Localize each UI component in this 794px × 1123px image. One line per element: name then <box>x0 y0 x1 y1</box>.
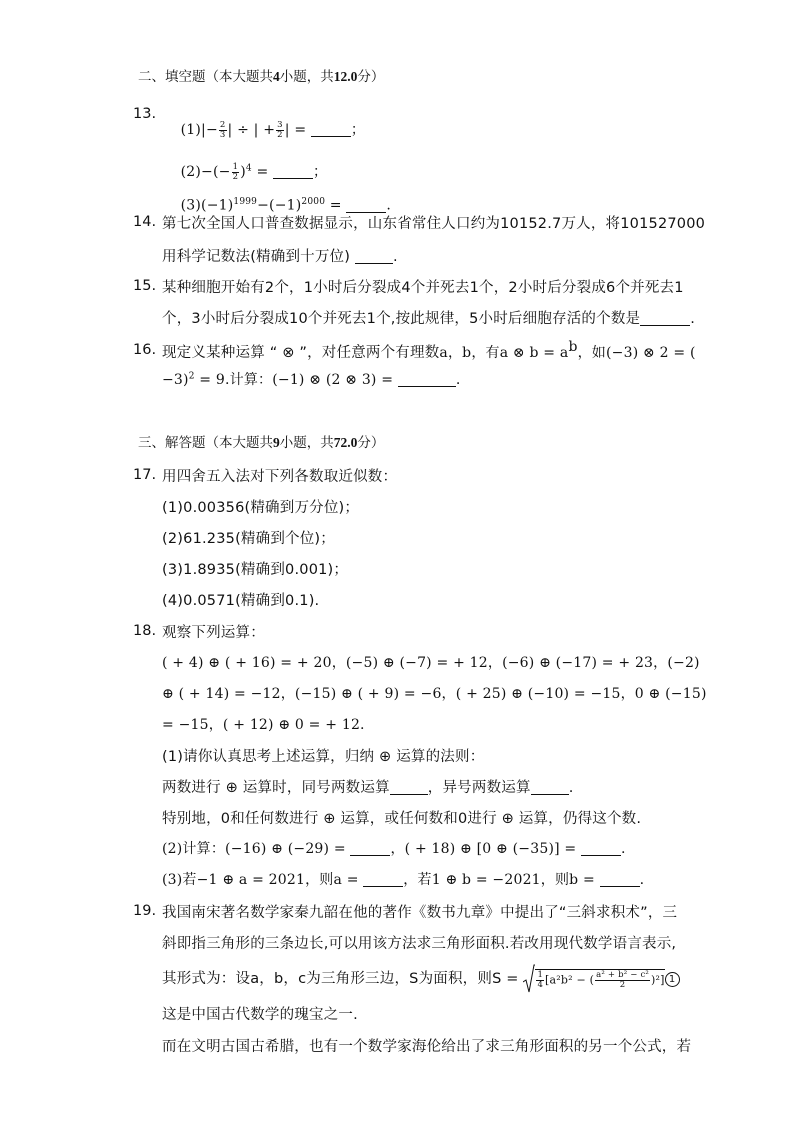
q19-line5: 而在文明古国古希腊，也有一个数学家海伦给出了求三角形面积的另一个公式，若 <box>162 1039 692 1055</box>
section-suffix: 分） <box>357 435 385 451</box>
exponent: 2000 <box>301 197 326 207</box>
section-heading-fill-in <box>138 65 384 85</box>
answer-blank[interactable] <box>600 885 640 887</box>
q19-text: 其形式为：设a，b，c为三角形三边，S为面积，则S = <box>162 971 524 987</box>
q17-item: (3)1.8935(精确到0.001)； <box>162 562 349 578</box>
fraction <box>595 971 650 990</box>
q18-part1b: 特别地，0和任何数进行 ⊕ 运算，或任何数和0进行 ⊕ 运算，仍得这个数. <box>162 811 642 827</box>
q13-text: . <box>386 197 392 214</box>
q18-text: ，异号两数运算 <box>427 780 531 796</box>
q14-line2 <box>162 245 398 266</box>
answer-blank[interactable] <box>581 854 621 856</box>
q19-line2: 斜即指三角形的三条边长,可以用该方法求三角形面积.若改用现代数学语言表示, <box>162 936 677 952</box>
section-prefix: 二、填空题（本大题共 <box>138 69 273 85</box>
q13-text: ； <box>350 122 366 138</box>
question-number: 14. <box>133 214 157 230</box>
q17-item: (2)61.235(精确到个位)； <box>162 531 335 547</box>
q18-text: . <box>621 841 626 857</box>
q16-line2 <box>162 369 460 389</box>
exponent: b <box>568 339 578 355</box>
section-mid: 小题，共 <box>279 435 334 451</box>
fraction-numerator: 1 <box>232 161 239 172</box>
fraction-denominator: 2 <box>277 129 283 140</box>
q15-text: 个，3小时后分裂成10个并死去1个,按此规律，5小时后细胞存活的个数是 <box>162 311 641 327</box>
q17-stem: 用四舍五入法对下列各数取近似数： <box>162 469 398 485</box>
q18-text: . <box>568 780 574 796</box>
answer-blank[interactable] <box>355 262 393 264</box>
q16-math: ，如(−3) ⊗ 2 = ( <box>577 344 696 361</box>
q18-text: (3)若−1 ⊕ a = 2021，则a = <box>162 872 364 888</box>
fraction-numerator: a² + b² − c² <box>596 969 650 980</box>
q18-part3 <box>162 869 644 889</box>
q14-text: . <box>392 249 398 265</box>
fraction-numerator: 3 <box>277 119 283 130</box>
q13-text: (3)(−1) <box>180 197 234 214</box>
exponent: 2 <box>188 371 195 382</box>
q17-item: (4)0.0571(精确到0.1). <box>162 593 320 609</box>
q13-text: = <box>251 164 274 180</box>
q18-text: (2)计算：(−16) ⊕ (−29) = <box>162 841 351 857</box>
answer-blank[interactable] <box>273 177 313 179</box>
q18-row: ⊕ ( + 14) = −12，(−15) ⊕ ( + 9) = −6，( + 25) ⊕ (−10) = −15，0 ⊕ (−15) <box>162 686 707 702</box>
q18-text: ，( + 18) ⊕ [0 ⊕ (−35)] = <box>390 841 581 857</box>
exponent: 1999 <box>233 197 258 207</box>
answer-blank[interactable] <box>311 135 351 137</box>
q13-text: ； <box>313 164 328 180</box>
q18-row: ( + 4) ⊕ ( + 16) = + 20，(−5) ⊕ (−7) = + 12，(−6) ⊕ (−17) = + 23，(−2) <box>162 655 700 671</box>
fraction <box>536 971 544 990</box>
q15-text: . <box>690 311 696 327</box>
q18-row: = −15，( + 12) ⊕ 0 = + 12. <box>162 717 365 733</box>
question-number: 16. <box>133 342 157 358</box>
q13-text: | ÷ | + <box>227 122 276 138</box>
fraction-denominator: 2 <box>232 171 239 182</box>
section-score: 72.0 <box>333 435 358 450</box>
answer-blank[interactable] <box>390 793 428 795</box>
radicand <box>535 969 664 990</box>
q18-text: 两数进行 ⊕ 运算时，同号两数运算 <box>162 780 390 796</box>
fraction-numerator: 2 <box>219 119 226 130</box>
section-score: 12.0 <box>333 69 358 84</box>
fraction <box>276 121 284 140</box>
q13-text: = <box>325 197 347 214</box>
answer-blank[interactable] <box>363 885 403 887</box>
section-count: 9 <box>273 435 280 450</box>
fraction <box>232 163 240 182</box>
q15-line2 <box>162 307 695 328</box>
question-number: 17. <box>133 467 157 483</box>
q18-part1a <box>162 776 574 797</box>
formula-text: )²] <box>651 973 665 986</box>
q16-text: . <box>455 372 461 388</box>
fraction-numerator: 1 <box>537 969 544 980</box>
q18-stem: 观察下列运算： <box>162 625 265 641</box>
q16-math: = 9.计算：(−1) ⊗ (2 ⊗ 3) = <box>194 372 398 388</box>
q16-math: −3) <box>162 372 189 388</box>
question-number: 18. <box>133 623 157 639</box>
q18-text: ，若1 ⊕ b = −2021，则b = <box>403 872 600 888</box>
exponent: 4 <box>245 163 252 174</box>
q14-text: 用科学记数法(精确到十万位) <box>162 249 355 265</box>
q18-text: . <box>639 872 645 888</box>
q19-line4: 这是中国古代数学的瑰宝之一. <box>162 1007 358 1023</box>
question-number: 15. <box>133 278 157 294</box>
q14-line1: 第七次全国人口普查数据显示，山东省常住人口约为10152.7万人，将101527000 <box>162 216 706 232</box>
q18-part1: (1)请你认真思考上述运算，归纳 ⊕ 运算的法则： <box>162 749 485 765</box>
q13-text: | = <box>284 122 311 138</box>
section-count: 4 <box>273 69 280 84</box>
q16-line1 <box>162 339 696 362</box>
fraction-denominator: 3 <box>219 129 226 140</box>
q13-text: (1)|− <box>180 122 218 138</box>
square-root-formula <box>523 964 664 994</box>
q16-text: 现定义某种运算 “ ⊗ ”，对任意两个有理数 <box>162 344 440 361</box>
answer-blank[interactable] <box>640 324 690 326</box>
section-prefix: 三、解答题（本大题共 <box>138 435 273 451</box>
section-heading-solve <box>138 431 384 451</box>
answer-blank[interactable] <box>398 385 456 387</box>
question-number: 13. <box>133 106 157 122</box>
q13-text: ) <box>240 164 246 180</box>
q19-line3 <box>162 964 680 994</box>
section-suffix: 分） <box>357 69 385 85</box>
fraction-denominator: 4 <box>537 979 544 990</box>
q13-text: (2)−(− <box>180 164 231 180</box>
fraction <box>219 121 227 140</box>
formula-text: [a²b² − ( <box>545 973 595 986</box>
q18-part2 <box>162 838 626 858</box>
answer-blank[interactable] <box>350 854 390 856</box>
section-mid: 小题，共 <box>279 69 334 85</box>
q19-line1: 我国南宋著名数学家秦九韶在他的著作《数书九章》中提出了“三斜求积术”，三 <box>162 905 678 921</box>
q16-math: a，b，有a ⊗ b = a <box>439 344 569 361</box>
q13-text: −(−1) <box>257 197 302 214</box>
q15-line1: 某种细胞开始有2个，1小时后分裂成4个并死去1个，2小时后分裂成6个并死去1 <box>162 280 684 296</box>
question-number: 19. <box>133 903 157 919</box>
q17-item: (1)0.00356(精确到万分位)； <box>162 500 360 516</box>
radical-sign-icon <box>523 964 535 994</box>
answer-blank[interactable] <box>531 793 569 795</box>
circled-number-label: 1 <box>665 972 680 987</box>
fraction-denominator: 2 <box>619 979 626 990</box>
